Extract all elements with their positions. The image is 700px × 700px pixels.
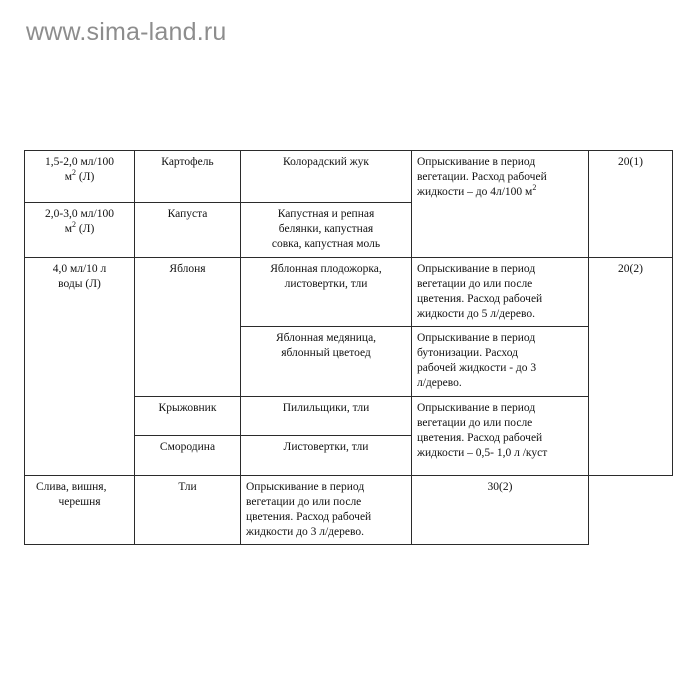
cell-pest [241,258,412,327]
cell-rate [25,258,135,476]
rate-line-2 [30,170,129,185]
application-line: Опрыскивание в период [417,331,536,344]
crop-line-2: черешня [58,495,101,508]
cell-application [412,326,589,396]
rate-superscript: 2 [71,168,76,178]
application-line: вегетации до или после [417,277,533,290]
crop-line-1: Слива, вишня, [36,480,107,493]
cell-waiting-period [412,475,589,544]
application-line: вегетации до или после [417,416,533,429]
cell-application [412,396,589,475]
pest-line: Яблонная медяница, [275,331,377,344]
cell-waiting-period [589,151,673,258]
pest-line: Колорадский жук [282,156,370,168]
pest-line: Капустная и репная [277,208,375,220]
crop-label: Крыжовник [158,401,217,414]
pest-line: Тли [178,480,197,493]
crop-label: Яблоня [169,263,206,275]
waiting-period-value: 20(1) [618,156,643,168]
application-line: жидкости до 5 л/дерево. [417,307,535,320]
cell-application [412,151,589,258]
application-line: цветения. Расход рабочей [246,510,372,523]
crop-label: Картофель [161,156,214,168]
pest-line: яблонный цветоед [281,346,371,359]
pest-line: Яблонная плодожорка, [270,263,382,275]
rate-unit: м [64,170,72,183]
application-line: цветения. Расход рабочей [417,431,543,444]
cell-rate [25,203,135,258]
cell-application [412,258,589,327]
application-line: л/дерево. [417,376,462,389]
cell-crop [135,203,241,258]
crop-label: Капуста [167,208,208,220]
cell-pest [241,203,412,258]
treatment-table [24,150,673,545]
cell-crop [25,475,135,544]
application-line: цветения. Расход рабочей [417,292,543,305]
rate-unit: м [64,222,72,235]
application-line: рабочей жидкости - до 3 [417,361,537,374]
application-line: жидкости – 0,5- 1,0 л /куст [417,446,548,459]
application-line-text: жидкости – до 4л/100 м [417,185,533,198]
waiting-period-value: 20(2) [618,263,643,275]
pest-line: Пилильщики, тли [282,401,370,414]
cell-crop [135,435,241,475]
application-superscript: 2 [532,183,537,193]
site-watermark: www.sima-land.ru [26,18,227,46]
rate-line-2 [30,222,129,237]
cell-crop [135,396,241,435]
rate-line-2: воды (Л) [58,277,101,290]
cell-pest [241,396,412,435]
pest-line: совка, капустная моль [271,237,381,250]
application-line: Опрыскивание в период [417,401,536,414]
rate-suffix: (Л) [75,222,95,235]
cell-pest [241,326,412,396]
table-row [25,151,673,203]
application-line [417,185,583,200]
application-line: Опрыскивание в период [417,156,536,168]
cell-pest [241,151,412,203]
cell-pest [241,435,412,475]
application-line: вегетации до или после [246,495,362,508]
rate-line-1: 4,0 мл/10 л [52,263,107,275]
waiting-period-value: 30(2) [487,480,513,493]
crop-label: Смородина [159,440,216,453]
table-row [25,258,673,327]
rate-line-1: 2,0-3,0 мл/100 [45,208,114,220]
table-row [25,475,673,544]
application-line: бутонизации. Расход [417,346,518,359]
cell-crop [135,258,241,397]
rate-line-1: 1,5-2,0 мл/100 [45,156,114,168]
pest-line: Листовертки, тли [283,440,369,453]
rate-suffix: (Л) [75,170,95,183]
pest-line: листовертки, тли [284,277,368,290]
pest-line: белянки, капустная [278,222,374,235]
cell-application [241,475,412,544]
cell-waiting-period [589,258,673,476]
cell-crop [135,151,241,203]
rate-superscript: 2 [71,220,76,230]
application-line: Опрыскивание в период [417,263,536,275]
cell-rate [25,151,135,203]
application-line: вегетации. Расход рабочей [417,170,547,183]
application-line: Опрыскивание в период [246,480,365,493]
cell-pest [135,475,241,544]
application-line: жидкости до 3 л/дерево. [246,525,364,538]
spec-table-container [24,150,672,545]
